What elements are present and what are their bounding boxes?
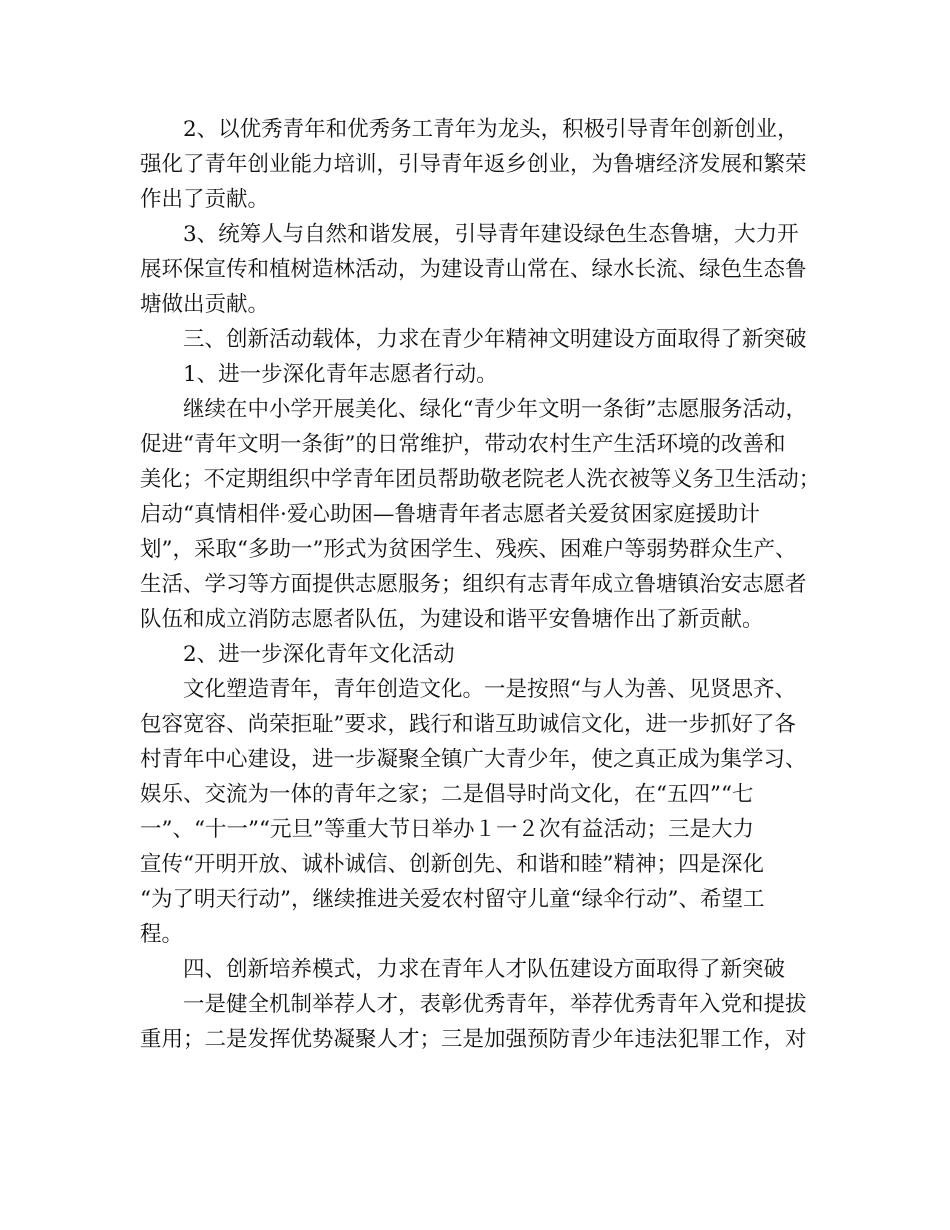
text-line: 村青年中心建设，进一步凝聚全镇广大青少年，使之真正成为集学习、 (140, 747, 807, 772)
text-line: 程。 (140, 922, 184, 947)
text-line: 四、创新培养模式，力求在青年人才队伍建设方面取得了新突破 (183, 957, 786, 982)
text-line: 美化；不定期组织中学青年团员帮助敬老院老人洗衣被等义务卫生活动； (140, 467, 821, 492)
text-line: 2、以优秀青年和优秀务工青年为龙头，积极引导青年创新创业， (183, 117, 799, 142)
text-line: 促进“青年文明一条街”的日常维护，带动农村生产生活环境的改善和 (140, 432, 786, 457)
text-line: 塘做出贡献。 (140, 292, 270, 317)
text-line: 2、进一步深化青年文化活动 (183, 642, 455, 667)
text-line: 展环保宣传和植树造林活动，为建设青山常在、绿水长流、绿色生态鲁 (140, 257, 807, 282)
text-line: 队伍和成立消防志愿者队伍，为建设和谐平安鲁塘作出了新贡献。 (140, 607, 764, 632)
text-line: 包容宽容、尚荣拒耻”要求，践行和谐互助诚信文化，进一步抓好了各 (140, 712, 796, 737)
text-line: 继续在中小学开展美化、绿化“青少年文明一条街”志愿服务活动， (183, 397, 807, 422)
document-body (140, 112, 820, 1057)
text-line: 文化塑造青年，青年创造文化。一是按照“与人为善、见贤思齐、 (183, 677, 796, 702)
text-line: 三、创新活动载体，力求在青少年精神文明建设方面取得了新突破 (183, 327, 807, 352)
text-line: 强化了青年创业能力培训，引导青年返乡创业，为鲁塘经济发展和繁荣 (140, 152, 807, 177)
text-line: 作出了贡献。 (140, 187, 270, 212)
text-line: 一是健全机制举荐人才，表彰优秀青年，举荐优秀青年入党和提拔 (183, 992, 807, 1017)
text-line: “为了明天行动”，继续推进关爱农村留守儿童“绿伞行动”、希望工 (140, 887, 765, 912)
text-line: 1、进一步深化青年志愿者行动。 (183, 362, 498, 387)
text-line: 生活、学习等方面提供志愿服务；组织有志青年成立鲁塘镇治安志愿者 (140, 572, 807, 597)
text-line: 宣传“开明开放、诚朴诚信、创新创先、和谐和睦”精神；四是深化 (140, 852, 764, 877)
text-line: 3、统筹人与自然和谐发展，引导青年建设绿色生态鲁塘，大力开 (183, 222, 799, 247)
text-line: 划”，采取“多助一”形式为贫困学生、残疾、困难户等弱势群众生产、 (140, 537, 797, 562)
text-line: 启动“真情相伴·爱心助困—鲁塘青年者志愿者关爱贫困家庭援助计 (140, 502, 760, 527)
text-line: 娱乐、交流为一体的青年之家；二是倡导时尚文化，在“五四”“七 (140, 782, 754, 807)
text-line: 重用；二是发挥优势凝聚人才；三是加强预防青少年违法犯罪工作，对 (140, 1027, 807, 1052)
text-line: 一”、“十一”“元旦”等重大节日举办１一２次有益活动；三是大力 (140, 817, 754, 842)
